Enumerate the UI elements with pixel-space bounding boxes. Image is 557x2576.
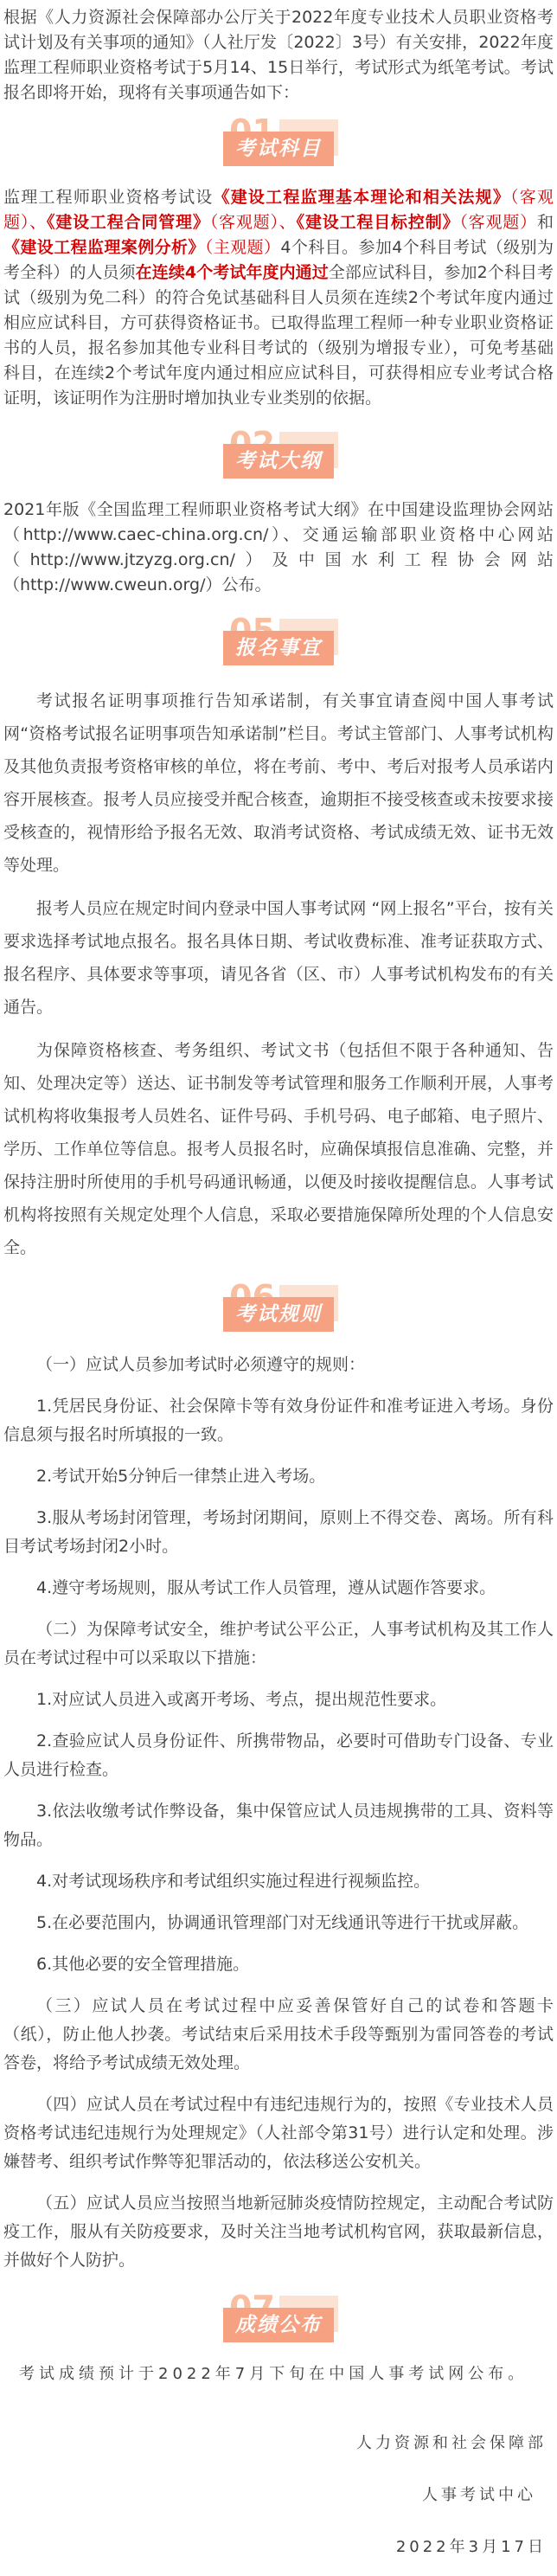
section-header-exam-rules [223,1297,334,1332]
section-title-badge: 考试科目 [223,132,334,166]
section-header-exam-outline [223,444,334,479]
rule-paragraph: （二）为保障考试安全，维护考试公平公正，人事考试机构及其工作人员在考试过程中可以采取以下措施： [3,1620,554,1667]
rule-paragraph: 5.在必要范围内，协调通讯管理部门对无线通讯等进行干扰或屏蔽。 [36,1913,529,1932]
exam-subjects-paragraph: 监理工程师职业资格考试设《建设工程监理基本理论和相关法规》（客观题）、《建设工程合同管理》（客观题）、《建设工程目标控制》（客观题）和《建设工程监理案例分析》（主观题）4个科目。参加4个科目考试（级别为考全科）的人员须在连续4个考试年度内通过全部应试科目，参加2个科目考试（级别为免二科）的符合免试基础科目人员须在连续2个考试年度内通过相应应试科目，方可获得资格证书。已取得监理工程师一种专业职业资格证书的人员，报名参加其他专业科目考试的（级别为增报专业），可免考基础科目，在连续2个考试年度内通过相应应试科目，可获得相应专业考试合格证明，该证明作为注册时增加执业专业类别的依据。 [3,188,554,408]
section-title-badge: 报名事宜 [223,631,334,665]
rule-paragraph: （一）应试人员参加考试时必须遵守的规则： [36,1355,366,1374]
rule-paragraph: 2.查验应试人员身份证件、所携带物品，必要时可借助专门设备、专业人员进行检查。 [3,1731,554,1779]
rule-paragraph: 3.依法收缴考试作弊设备，集中保管应试人员违规携带的工具、资料等物品。 [3,1802,554,1849]
rule-paragraph: （四）应试人员在考试过程中有违纪违规行为的，按照《专业技术人员资格考试违纪违规行为处理规定》（人社部令第31号）进行认定和处理。涉嫌替考、组织考试作弊等犯罪活动的，依法移送公安机关。 [3,2095,554,2171]
rule-paragraph: 4.对考试现场秩序和考试组织实施过程进行视频监控。 [36,1872,431,1891]
registration-paragraph: 报考人员应在规定时间内登录中国人事考试网 “网上报名”平台，按有关要求选择考试地点报名。报名具体日期、考试收费标准、准考证获取方式、报名程序、具体要求等事项，请见各省（区、市）人事考试机构发布的有关通告。 [3,899,554,1017]
issue-date: 2022年3月17日 [395,2538,547,2556]
section-title-badge: 考试规则 [223,1297,334,1332]
section-header-exam-subjects [223,132,334,166]
rule-paragraph: （三）应试人员在考试过程中应妥善保管好自己的试卷和答题卡（纸），防止他人抄袭。考试结束后采用技术手段等甄别为雷同答卷的考试答卷，将给予考试成绩无效处理。 [3,1996,554,2072]
section-title-badge: 成绩公布 [223,2308,334,2342]
rule-paragraph: 2.考试开始5分钟后一律禁止进入考场。 [36,1467,326,1486]
section-header-registration [223,631,334,665]
rule-paragraph: 6.其他必要的安全管理措施。 [36,1955,250,1974]
rule-paragraph: （五）应试人员应当按照当地新冠肺炎疫情防控规定，主动配合考试防疫工作，服从有关防疫要求，及时关注当地考试机构官网，获取最新信息，并做好个人防护。 [3,2194,554,2270]
exam-outline-paragraph: 2021年版《全国监理工程师职业资格考试大纲》在中国建设监理协会网站（http://www.caec-china.org.cn/）、交通运输部职业资格中心网站（http://www.jtzyzg.org.cn/）及中国水利工程协会网站（http://www.cweun.org/）公布。 [3,500,554,594]
rule-paragraph: 1.凭居民身份证、社会保障卡等有效身份证件和准考证进入考场。身份信息须与报名时所填报的一致。 [3,1397,554,1444]
rule-paragraph: 4.遵守考场规则，服从考试工作人员管理，遵从试题作答要求。 [36,1578,496,1597]
section-header-score-release [223,2308,334,2342]
registration-paragraph: 考试报名证明事项推行告知承诺制，有关事宜请查阅中国人事考试网“资格考试报名证明事项告知承诺制”栏目。考试主管部门、人事考试机构及其他负责报考资格审核的单位，将在考前、考中、考后对报考人员承诺内容开展核查。报考人员应接受并配合核查，逾期拒不接受核查或未按要求接受核查的，视情形给予报名无效、取消考试资格、考试成绩无效、证书无效等处理。 [3,691,554,875]
rule-paragraph: 3.服从考场封闭管理，考场封闭期间，原则上不得交卷、离场。所有科目考试考场封闭2小时。 [3,1508,554,1556]
issuing-authority: 人力资源和社会保障部 [356,2434,547,2452]
intro-paragraph: 根据《人力资源社会保障部办公厅关于2022年度专业技术人员职业资格考试计划及有关事项的通知》（人社厅发〔2022〕3号）有关安排，2022年度监理工程师职业资格考试于5月14、15日举行，考试形式为纸笔考试。考试报名即将开始，现将有关事项通告如下： [3,8,554,102]
score-release-paragraph: 考试成绩预计于2022年7月下旬在中国人事考试网公布。 [19,2365,528,2383]
signature-block [3,2436,554,2555]
section-title-badge: 考试大纲 [223,444,334,479]
registration-paragraph: 为保障资格核查、考务组织、考试文书（包括但不限于各种通知、告知、处理决定等）送达、证书制发等考试管理和服务工作顺利开展，人事考试机构将收集报考人员姓名、证件号码、手机号码、电子邮箱、电子照片、学历、工作单位等信息。报考人员报名时，应确保填报信息准确、完整，并保持注册时所使用的手机号码通讯畅通，以便及时接收提醒信息。人事考试机构将按照有关规定处理个人信息，采取必要措施保障所处理的个人信息安全。 [3,1041,554,1257]
rule-paragraph: 1.对应试人员进入或离开考场、考点，提出规范性要求。 [36,1690,447,1709]
issuing-center: 人事考试中心 [422,2486,536,2504]
